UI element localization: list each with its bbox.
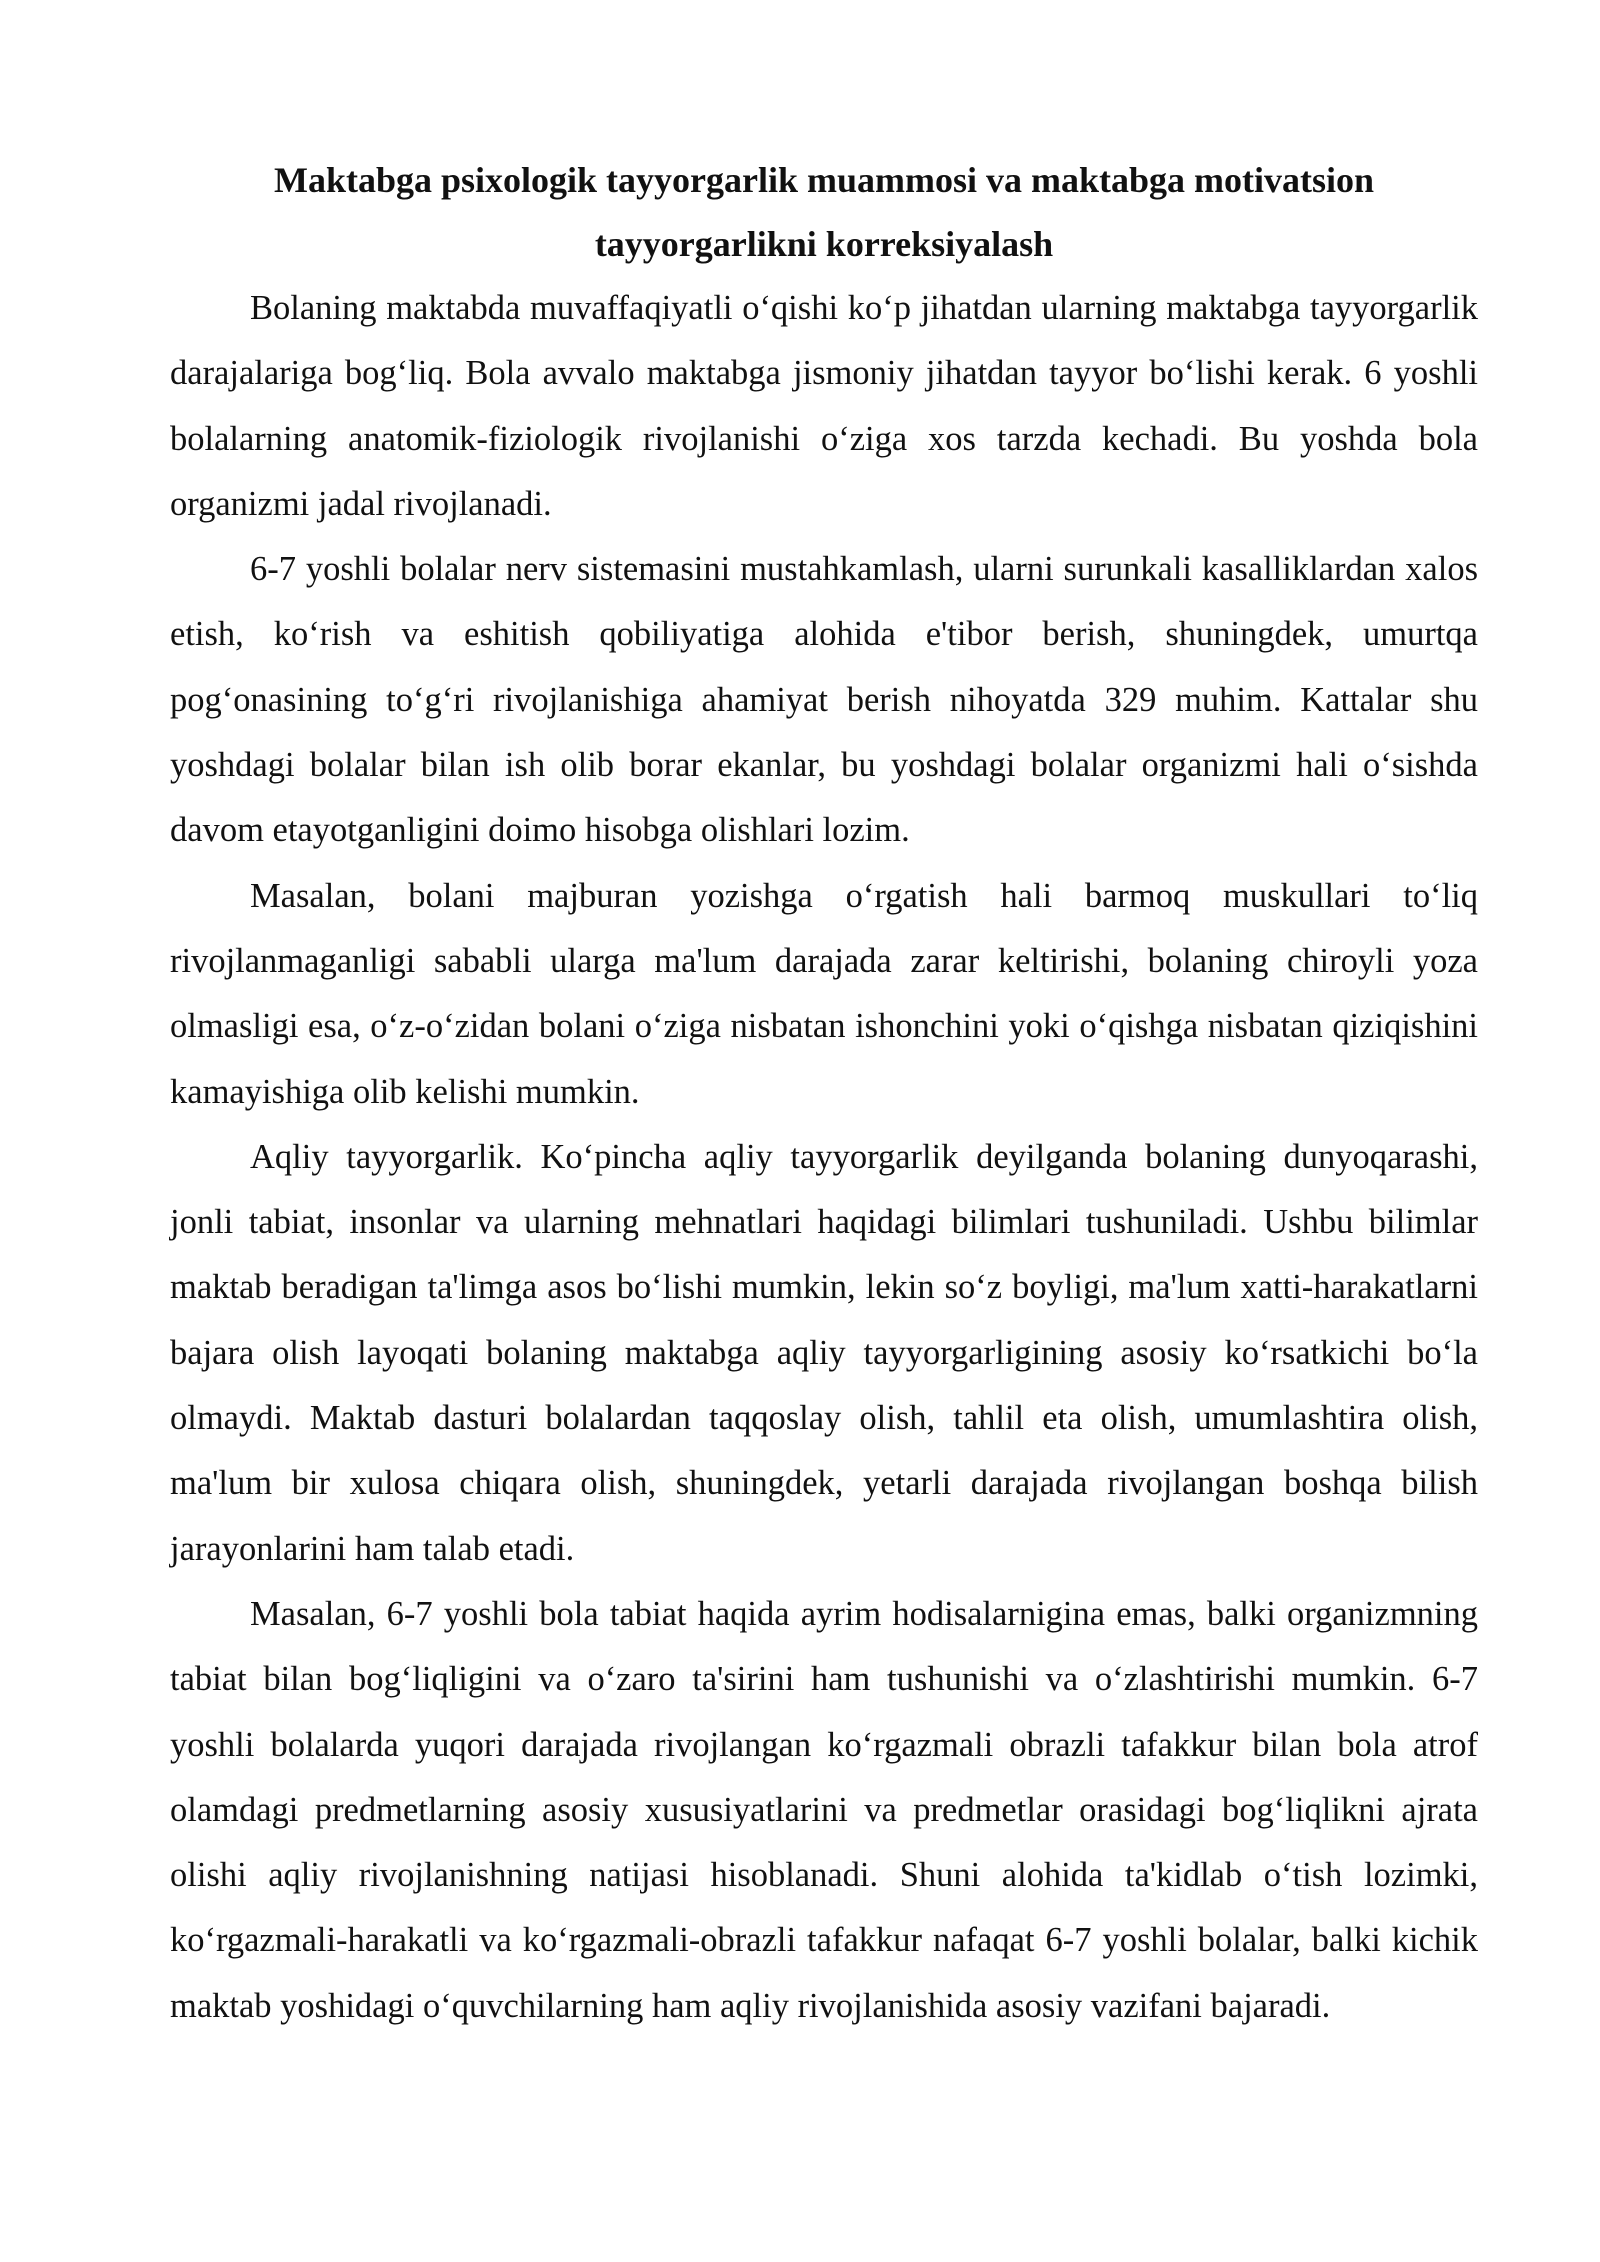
paragraph-physical-readiness: Bolaning maktabda muvaffaqiyatli o‘qishi ko‘p jihatdan ularning maktabga tayyorgarlik darajalariga bog‘liq. Bola avvalo maktabga jismoniy jihatdan tayyor bo‘lishi kerak. 6 yoshli bolalarning anatomik-fiziologik rivojlanishi o‘ziga xos tarzda kechadi. Bu yoshda bola organizmi jadal rivojlanadi. [170, 289, 1478, 523]
title-line-1: Maktabga psixologik tayyorgarlik muammosi va maktabga motivatsion [273, 160, 1375, 200]
paragraph-thinking-example: Masalan, 6-7 yoshli bola tabiat haqida ayrim hodisalarnigina emas, balki organizmning tabiat bilan bog‘liqligini va o‘zaro ta'sirini ham tushunishi va o‘zlashtirishi mumkin. 6-7 yoshli bolalarda yuqori darajada rivojlangan ko‘rgazmali obrazli tafakkur bilan bola atrof olamdagi predmetlarning asosiy xususiyatlarini va predmetlar orasidagi bog‘liqlikni ajrata olishi aqliy rivojlanishning natijasi hisoblanadi. Shuni alohida ta'kidlab o‘tish lozimki, ko‘rgazmali-harakatli va ko‘rgazmali-obrazli tafakkur nafaqat 6-7 yoshli bolalar, balki kichik maktab yoshidagi o‘quvchilarning ham aqliy rivojlanishida asosiy vazifani bajaradi. [170, 1594, 1478, 2025]
document-title [170, 148, 1478, 276]
paragraph-intellectual-readiness: Aqliy tayyorgarlik. Ko‘pincha aqliy tayyorgarlik deyilganda bolaning dunyoqarashi, jonli tabiat, insonlar va ularning mehnatlari haqidagi bilimlari tushuniladi. Ushbu bilimlar maktab beradigan ta'limga asos bo‘lishi mumkin, lekin so‘z boyligi, ma'lum xatti-harakatlarni bajara olish layoqati bolaning maktabga aqliy tayyorgarligining asosiy ko‘rsatkichi bo‘la olmaydi. Maktab dasturi bolalardan taqqoslay olish, tahlil eta olish, umumlashtira olish, ma'lum bir xulosa chiqara olish, shuningdek, yetarli darajada rivojlangan boshqa bilish jarayonlarini ham talab etadi. [170, 1137, 1478, 1568]
title-line-2: tayyorgarlikni korreksiyalash [594, 224, 1054, 264]
document-body [170, 148, 1478, 2039]
paragraph-writing-example: Masalan, bolani majburan yozishga o‘rgatish hali barmoq muskullari to‘liq rivojlanmaganligi sababli ularga ma'lum darajada zarar keltirishi, bolaning chiroyli yoza olmasligi esa, o‘z-o‘zidan bolani o‘ziga nisbatan ishonchini yoki o‘qishga nisbatan qiziqishini kamayishiga olib kelishi mumkin. [170, 876, 1478, 1111]
paragraph-health-care: 6-7 yoshli bolalar nerv sistemasini mustahkamlash, ularni surunkali kasalliklardan xalos etish, ko‘rish va eshitish qobiliyatiga alohida e'tibor berish, shuningdek, umurtqa pog‘onasining to‘g‘ri rivojlanishiga ahamiyat berish nihoyatda 329 muhim. Kattalar shu yoshdagi bolalar bilan ish olib borar ekanlar, bu yoshdagi bolalar organizmi hali o‘sishda davom etayotganligini doimo hisobga olishlari lozim. [170, 550, 1478, 850]
